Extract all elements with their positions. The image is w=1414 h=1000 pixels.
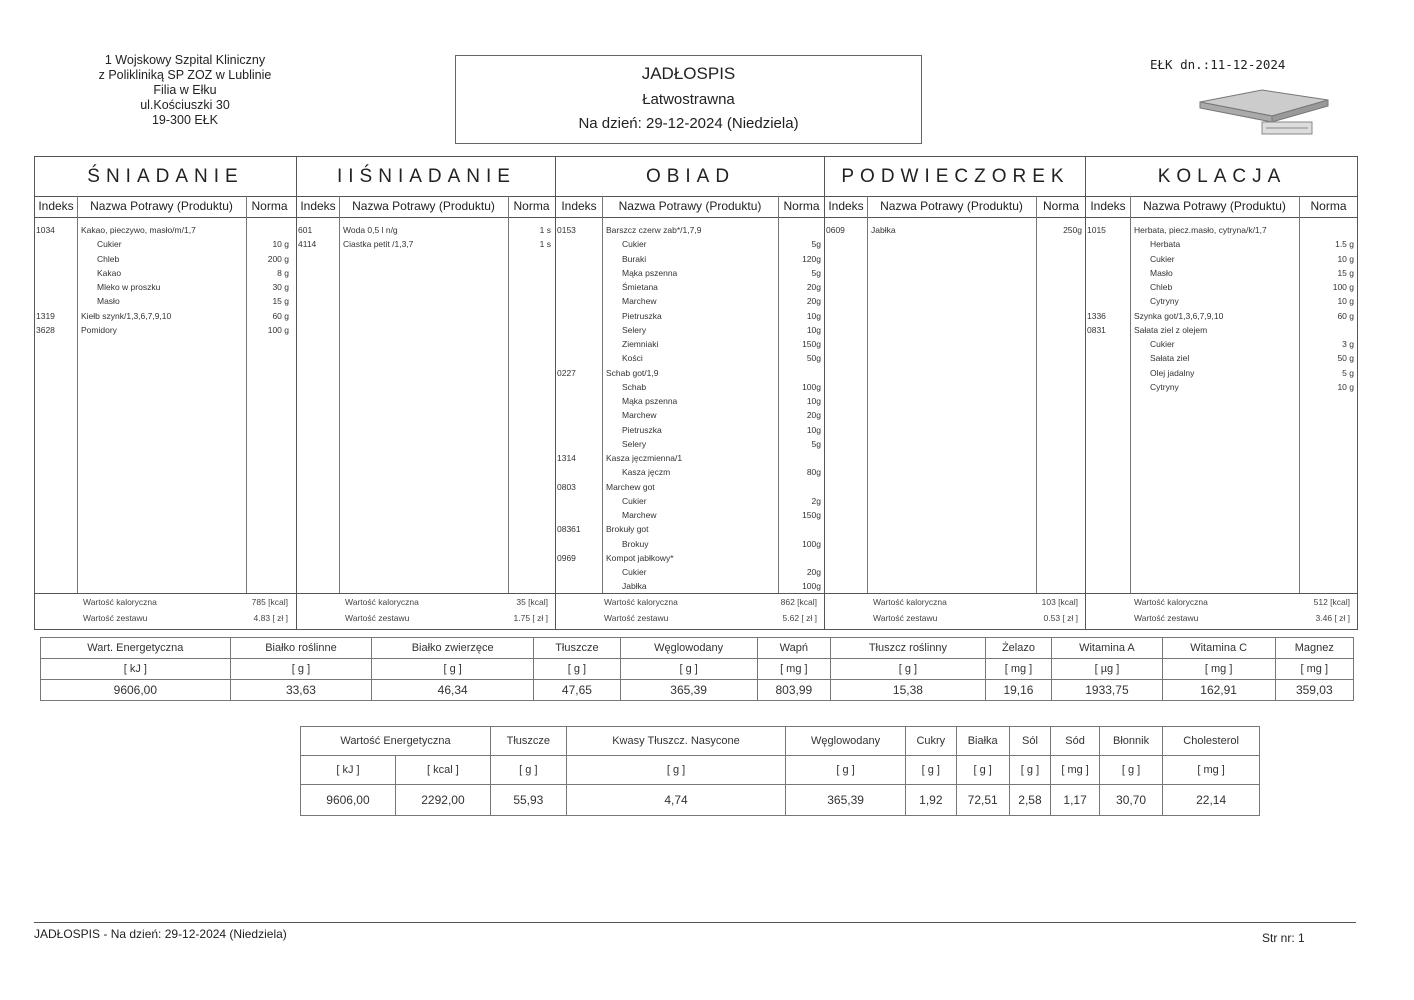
ingredient-name: Herbata [1150,239,1181,250]
nutrition-cell: 19,16 [985,680,1051,701]
nutrition-cell: Cukry [905,727,956,756]
nutrition-row-units [301,756,1260,785]
ingredient-name: Masło [1150,267,1173,278]
item-index: 1314 [557,453,576,463]
title-box [455,55,922,144]
ingredient-name: Jabłka [622,581,647,592]
kcal-value: 785 [kcal] [251,597,288,607]
issue-date: EŁK dn.:11-12-2024 [1150,57,1286,72]
nutrition-cell: 359,03 [1275,680,1353,701]
ingredient-name: Cytryny [1150,381,1179,392]
dish-name: Jabłka [871,225,896,235]
nutrition-row-values [301,785,1260,816]
item-index: 0609 [826,225,845,235]
nutrition-cell: 4,74 [566,785,786,816]
item-norm [1130,323,1354,337]
item-index: 0831 [1087,324,1106,335]
item-index: 1336 [1087,310,1106,321]
kcal-label: Wartość kaloryczna [1134,597,1208,607]
cost-label: Wartość zestawu [1134,613,1199,623]
energy-header: Wartość Energetyczna [301,727,491,756]
nutrition-cell: 1,92 [905,785,956,816]
kcal-value: 35 [kcal] [516,597,548,607]
ingredient-name: Cukier [622,495,647,506]
cost-label: Wartość zestawu [873,613,938,623]
page-title: JADŁOSPIS [641,64,736,83]
ingredient-name: Selery [622,324,647,335]
ingredient-name: Marchew [622,296,657,307]
cost-label: Wartość zestawu [83,613,148,623]
item-norm: 5g [811,239,821,250]
ingredient-name: Mleko w proszku [97,282,161,292]
meal-title: KOLACJA [1086,157,1358,197]
nutrition-cell: 15,38 [831,680,986,701]
item-norm: 10g [806,424,821,435]
ingredient-name: Chleb [97,253,120,264]
nutrition-cell: 46,34 [372,680,534,701]
item-norm: 50 g [1337,353,1354,364]
hospital-line: 1 Wojskowy Szpital Kliniczny [104,53,266,67]
column-divider [1036,196,1037,594]
cost-value: 1.75 [ zł ] [513,613,548,623]
meal-summary [825,593,1086,629]
dish-name: Kakao, pieczywo, masło/m/1,7 [81,225,196,235]
item-norm: 15 g [272,296,289,307]
dish-name: Marchew got [606,481,655,492]
dish-name: Schab got/1,9 [606,367,659,378]
item-norm [77,223,289,237]
ingredient-name: Cukier [1150,339,1175,349]
footer-divider [34,922,1356,923]
kcal-label: Wartość kaloryczna [83,597,157,607]
item-norm [1130,223,1354,237]
nutrition-cell: Kwasy Tłuszcz. Nasycone [566,727,786,756]
nutrition-cell: [ mg ] [1051,756,1100,785]
item-norm: 120g [802,253,821,264]
dish-name: Szynka got/1,3,6,7,9,10 [1134,310,1224,321]
item-norm: 10 g [272,239,289,250]
kcal-value: 512 [kcal] [1313,597,1350,607]
diet-name: Łatwostrawna [642,91,735,108]
ingredient-name: Kasza jęczm [622,467,671,478]
ingredient-name: Kakao [97,267,122,278]
ingredient-name: Brokuy [622,538,649,549]
item-norm: 8 g [277,267,289,278]
item-norm: 3 g [1342,339,1354,349]
hospital-line: z Polikliniką SP ZOZ w Lublinie [98,68,272,82]
nutrition-cell: Białko zwierzęce [372,638,534,659]
column-divider [867,196,868,594]
meal-column [296,157,556,629]
nutrition-cell: Witamina C [1162,638,1275,659]
item-norm: 100g [802,581,821,592]
nutrition-cell: [ µg ] [1052,659,1163,680]
nutrition-cell: 1,17 [1051,785,1100,816]
ingredient-name: Cukier [97,239,122,250]
column-headers [35,196,296,218]
item-norm: 10 g [1337,253,1354,264]
ingredient-name: Chleb [1150,282,1173,292]
nutrition-row-headers [41,638,1354,659]
column-header-name: Nazwa Potrawy (Produktu) [618,199,762,213]
nutrition-cell: 33,63 [230,680,372,701]
item-index: 0153 [557,225,576,235]
ingredient-name: Ziemniaki [622,339,659,349]
cost-value: 5.62 [ zł ] [782,613,817,623]
ingredient-name: Schab [622,381,647,392]
nutrition-cell: Sól [1009,727,1051,756]
nutrition-cell: Żelazo [985,638,1051,659]
item-norm: 5g [811,267,821,278]
item-norm: 20g [806,567,821,577]
nutrition-cell: Białko roślinne [230,638,372,659]
item-norm: 10g [806,324,821,335]
meal-summary [35,593,296,629]
meal-summary [1086,593,1358,629]
nutrition-cell: Magnez [1275,638,1353,659]
nutrition-cell: Błonnik [1099,727,1162,756]
column-headers [1086,196,1358,218]
nutrition-cell: [ mg ] [1162,659,1275,680]
item-norm: 10g [806,396,821,406]
nutrition-cell: Tłuszcz roślinny [831,638,986,659]
item-norm [602,551,821,565]
nutrition-cell: Tłuszcze [534,638,621,659]
nutrition-cell: 72,51 [956,785,1009,816]
nutrition-cell: 803,99 [757,680,831,701]
item-norm: 60 g [272,310,289,321]
cost-value: 3.46 [ zł ] [1315,613,1350,623]
nutrition-cell: [ g ] [956,756,1009,785]
item-norm: 30 g [272,282,289,292]
nutrition-cell: 365,39 [786,785,906,816]
column-header-index: Indeks [561,199,597,213]
column-headers [825,196,1086,218]
nutrition-cell: [ g ] [230,659,372,680]
meal-title: ŚNIADANIE [35,157,296,197]
dish-name: Kiełb szynk/1,3,6,7,9,10 [81,310,172,321]
ingredient-name: Mąka pszenna [622,267,678,278]
item-norm: 50g [806,353,821,364]
page-number: Str nr: 1 [1262,931,1305,945]
item-index: 3628 [36,324,55,335]
column-header-name: Nazwa Potrawy (Produktu) [880,199,1023,213]
stamp-image [1192,86,1332,138]
hospital-address [60,53,310,128]
meal-summary [297,593,556,629]
nutrition-cell: [ g ] [1009,756,1051,785]
nutrition-cell: 2,58 [1009,785,1051,816]
column-header-norm: Norma [1310,199,1347,213]
nutrition-cell: [ kcal ] [395,756,490,785]
nutrition-cell: 55,93 [490,785,566,816]
column-header-name: Nazwa Potrawy (Produktu) [1143,199,1286,213]
footer-title: JADŁOSPIS - Na dzień: 29-12-2024 (Niedziela) [34,927,287,941]
item-norm: 1.5 g [1335,239,1354,250]
ingredient-name: Cukier [622,239,647,250]
nutrition-cell: Wart. Energetyczna [41,638,231,659]
nutrition-cell: Witamina A [1052,638,1163,659]
item-index: 0227 [557,367,576,378]
item-norm: 10 g [1337,296,1354,307]
nutrition-cell: [ g ] [534,659,621,680]
ingredient-name: Olej jadalny [1150,367,1195,378]
kcal-label: Wartość kaloryczna [604,597,678,607]
item-norm: 1 s [539,239,551,250]
menu-date: Na dzień: 29-12-2024 (Niedziela) [578,115,799,132]
column-header-norm: Norma [1042,199,1079,213]
ingredient-name: Pietruszka [622,310,662,321]
nutrition-cell: [ mg ] [1163,756,1260,785]
item-norm: 5 g [1342,367,1354,378]
cost-label: Wartość zestawu [345,613,410,623]
dish-name: Herbata, piecz.masło, cytryna/k/1,7 [1134,225,1267,235]
meal-column [555,157,825,629]
nutrition-row-units [41,659,1354,680]
nutrition-cell: [ kJ ] [301,756,396,785]
item-norm: 15 g [1337,267,1354,278]
item-index: 08361 [557,524,581,535]
nutrition-cell: [ g ] [786,756,906,785]
dish-name: Woda 0,5 l n/g [343,225,398,235]
ingredient-name: Masło [97,296,120,307]
item-norm: 2g [811,495,821,506]
meal-summary [556,593,825,629]
nutrition-cell: [ g ] [1099,756,1162,785]
item-norm: 200 g [267,253,289,264]
ingredient-name: Marchew [622,410,657,421]
nutrition-cell: [ mg ] [757,659,831,680]
nutrition-row-values [41,680,1354,701]
item-norm: 100g [802,381,821,392]
item-norm [602,223,821,237]
ingredient-name: Cukier [1150,253,1175,264]
item-index: 4114 [298,239,317,250]
dish-name: Pomidory [81,324,117,335]
nutrition-cell: Białka [956,727,1009,756]
nutrition-cell: [ g ] [566,756,786,785]
kcal-value: 862 [kcal] [780,597,817,607]
ingredient-name: Selery [622,438,647,449]
meal-grid [34,156,1358,630]
hospital-line: 19-300 EŁK [151,113,219,127]
nutrition-cell: 1933,75 [1052,680,1163,701]
dish-name: Kasza jęczmienna/1 [606,453,683,463]
meal-column [35,157,296,629]
nutrition-table-1 [40,637,1354,701]
item-norm: 100g [802,538,821,549]
item-norm: 1 s [539,225,551,235]
item-norm: 20g [806,296,821,307]
item-norm: 10g [806,310,821,321]
item-index: 601 [298,225,313,235]
item-norm: 60 g [1337,310,1354,321]
kcal-label: Wartość kaloryczna [345,597,419,607]
dish-name: Sałata ziel z olejem [1134,324,1208,335]
nutrition-cell: 47,65 [534,680,621,701]
nutrition-cell: [ g ] [620,659,757,680]
ingredient-name: Sałata ziel [1150,353,1190,364]
item-norm: 80g [806,467,821,478]
nutrition-cell: 9606,00 [41,680,231,701]
nutrition-cell: Sód [1051,727,1100,756]
cost-value: 4.83 [ zł ] [253,613,288,623]
item-norm [602,451,821,465]
ingredient-name: Mąka pszenna [622,396,678,406]
column-header-index: Indeks [300,199,336,213]
meal-column [824,157,1086,629]
column-header-index: Indeks [1090,199,1126,213]
column-header-norm: Norma [251,199,288,213]
cost-label: Wartość zestawu [604,613,669,623]
item-norm: 250g [1063,225,1082,235]
ingredient-name: Kości [622,353,643,364]
hospital-line: ul.Kościuszki 30 [140,98,230,112]
nutrition-row-headers [301,727,1260,756]
column-divider [339,196,340,594]
column-header-norm: Norma [513,199,550,213]
nutrition-cell: 22,14 [1163,785,1260,816]
meal-column [1085,157,1358,629]
cost-value: 0.53 [ zł ] [1043,613,1078,623]
nutrition-cell: Tłuszcze [490,727,566,756]
item-norm: 100 g [267,324,289,335]
ingredient-name: Cukier [622,567,647,577]
meal-title: PODWIECZOREK [825,157,1086,197]
column-headers [556,196,825,218]
ingredient-name: Marchew [622,510,657,520]
item-norm: 150g [802,510,821,520]
dish-name: Barszcz czerw zab*/1,7,9 [606,225,702,235]
kcal-value: 103 [kcal] [1041,597,1078,607]
column-header-name: Nazwa Potrawy (Produktu) [352,199,495,213]
ingredient-name: Buraki [622,253,647,264]
meal-title: OBIAD [556,157,825,197]
column-divider [508,196,509,594]
item-norm [602,366,821,380]
nutrition-cell: Węglowodany [786,727,906,756]
nutrition-cell: 162,91 [1162,680,1275,701]
nutrition-table-2 [300,726,1260,816]
nutrition-cell: [ g ] [905,756,956,785]
item-norm: 150g [802,339,821,349]
item-norm: 10 g [1337,381,1354,392]
ingredient-name: Śmietana [622,282,658,292]
item-index: 1015 [1087,225,1106,235]
nutrition-cell: [ mg ] [985,659,1051,680]
item-norm: 20g [806,410,821,421]
column-header-name: Nazwa Potrawy (Produktu) [90,199,233,213]
ingredient-name: Cytryny [1150,296,1179,307]
nutrition-cell: Węglowodany [620,638,757,659]
nutrition-cell: Wapń [757,638,831,659]
item-norm: 20g [806,282,821,292]
dish-name: Brokuły got [606,524,649,535]
nutrition-cell: [ mg ] [1275,659,1353,680]
item-index: 1034 [36,225,55,235]
item-index: 0803 [557,481,576,492]
nutrition-cell: Cholesterol [1163,727,1260,756]
nutrition-cell: 30,70 [1099,785,1162,816]
item-norm [602,480,821,494]
nutrition-cell: 2292,00 [395,785,490,816]
nutrition-cell: 365,39 [620,680,757,701]
item-norm: 100 g [1332,282,1354,292]
hospital-line: Filia w Ełku [153,83,217,97]
meal-title: IIŚNIADANIE [297,157,556,197]
item-norm: 5g [811,438,821,449]
column-header-index: Indeks [828,199,864,213]
dish-name: Ciastka petit /1,3,7 [343,239,414,250]
dish-name: Kompot jabłkowy* [606,552,674,563]
column-headers [297,196,556,218]
nutrition-cell: [ kJ ] [41,659,231,680]
item-index: 0969 [557,552,576,563]
item-norm [602,522,821,536]
item-index: 1319 [36,310,55,321]
ingredient-name: Pietruszka [622,424,662,435]
column-header-index: Indeks [38,199,74,213]
nutrition-cell: [ g ] [831,659,986,680]
nutrition-cell: [ g ] [490,756,566,785]
nutrition-cell: 9606,00 [301,785,396,816]
column-header-norm: Norma [783,199,820,213]
kcal-label: Wartość kaloryczna [873,597,947,607]
nutrition-cell: [ g ] [372,659,534,680]
